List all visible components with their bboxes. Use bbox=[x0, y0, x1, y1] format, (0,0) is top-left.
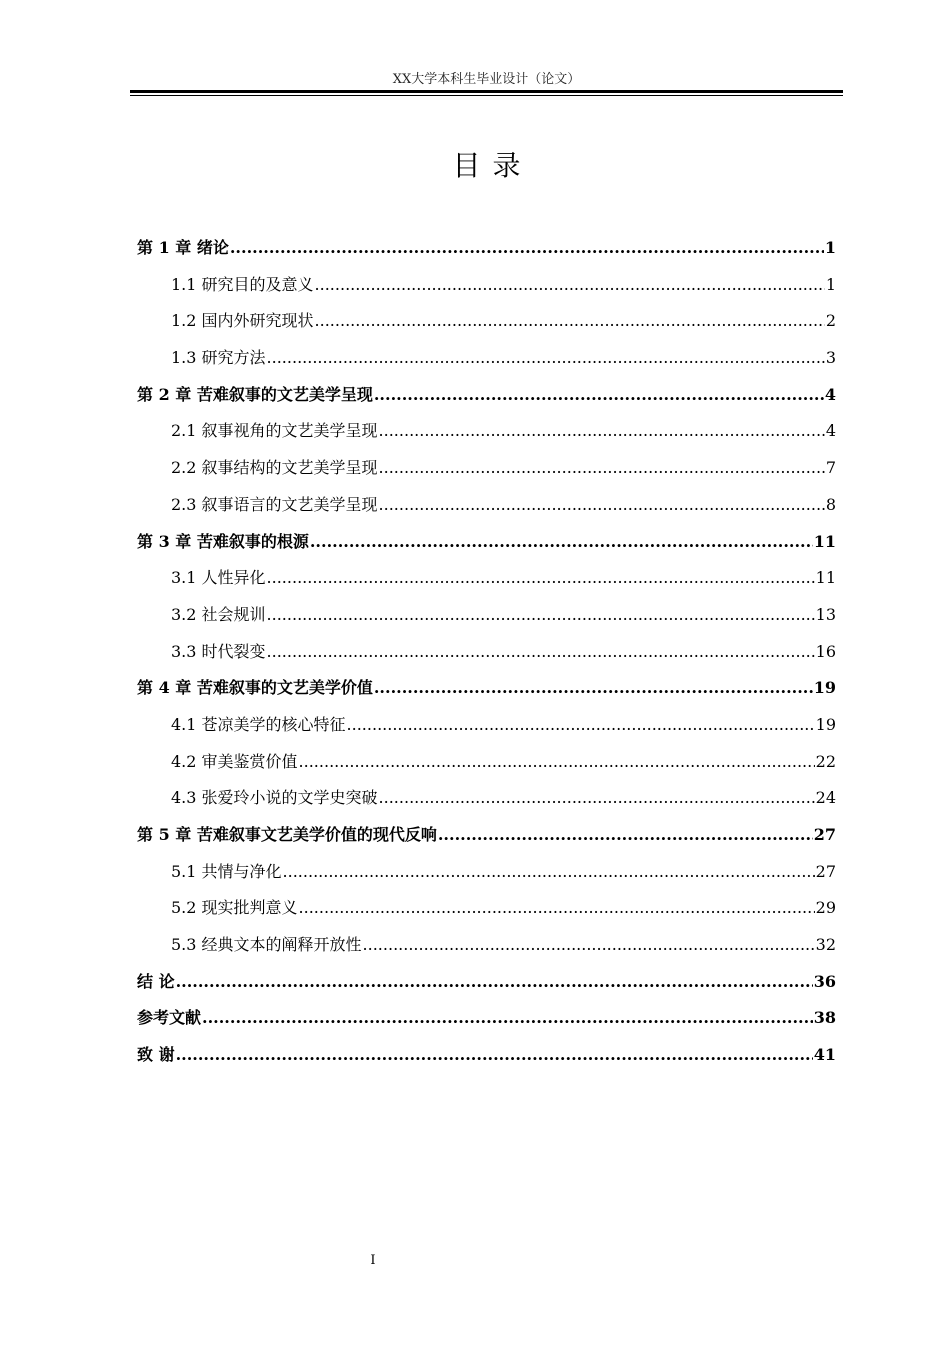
header-rule-thin bbox=[130, 95, 843, 96]
toc-chapter-entry[interactable] bbox=[137, 670, 836, 707]
toc-leader-dots bbox=[310, 524, 813, 561]
toc-entry-label: 第 4 章 苦难叙事的文艺美学价值 bbox=[137, 678, 373, 698]
toc-section-entry[interactable] bbox=[137, 413, 836, 450]
toc-entry-page: 19 bbox=[813, 678, 836, 698]
toc-entry-page: 41 bbox=[813, 1045, 836, 1065]
toc-section-entry[interactable] bbox=[137, 597, 836, 634]
toc-section-entry[interactable] bbox=[137, 340, 836, 377]
toc-entry-label: 1.2 国内外研究现状 bbox=[171, 311, 314, 331]
toc-chapter-entry[interactable] bbox=[137, 1000, 836, 1037]
table-of-contents bbox=[137, 230, 836, 1074]
toc-entry-page: 22 bbox=[815, 751, 836, 771]
toc-leader-dots bbox=[315, 303, 825, 340]
toc-leader-dots bbox=[379, 450, 825, 487]
toc-entry-label: 5.1 共情与净化 bbox=[171, 861, 282, 881]
toc-entry-label: 参考文献 bbox=[137, 1008, 202, 1028]
toc-entry-label: 第 2 章 苦难叙事的文艺美学呈现 bbox=[137, 384, 373, 404]
toc-entry-label: 结 论 bbox=[137, 971, 175, 991]
toc-entry-page: 13 bbox=[815, 604, 836, 624]
toc-entry-label: 2.3 叙事语言的文艺美学呈现 bbox=[171, 494, 378, 514]
toc-entry-label: 第 5 章 苦难叙事文艺美学价值的现代反响 bbox=[137, 825, 437, 844]
toc-entry-page: 27 bbox=[815, 861, 836, 881]
toc-leader-dots bbox=[438, 817, 813, 854]
page-number: I bbox=[370, 1253, 376, 1268]
toc-entry-page: 4 bbox=[825, 421, 836, 441]
toc-entry-page: 24 bbox=[815, 788, 836, 808]
toc-entry-label: 2.1 叙事视角的文艺美学呈现 bbox=[171, 421, 378, 441]
toc-entry-page: 29 bbox=[815, 898, 836, 918]
toc-leader-dots bbox=[299, 890, 815, 927]
toc-leader-dots bbox=[267, 597, 815, 634]
toc-chapter-entry[interactable] bbox=[137, 964, 836, 1001]
toc-leader-dots bbox=[267, 560, 815, 597]
page-title: 目录 bbox=[452, 149, 533, 182]
toc-chapter-entry[interactable] bbox=[137, 1037, 836, 1074]
toc-entry-page: 4 bbox=[824, 384, 836, 404]
toc-entry-page: 1 bbox=[825, 274, 836, 294]
toc-entry-label: 第 3 章 苦难叙事的根源 bbox=[137, 531, 309, 551]
toc-entry-label: 1.3 研究方法 bbox=[171, 348, 266, 368]
toc-entry-page: 38 bbox=[813, 1008, 836, 1028]
toc-entry-label: 3.3 时代裂变 bbox=[171, 641, 266, 661]
toc-chapter-entry[interactable] bbox=[137, 524, 836, 561]
toc-entry-label: 1.1 研究目的及意义 bbox=[171, 274, 314, 294]
toc-entry-page: 11 bbox=[815, 568, 836, 588]
header-rule-thick bbox=[130, 90, 843, 93]
toc-section-entry[interactable] bbox=[137, 450, 836, 487]
toc-entry-page: 36 bbox=[813, 971, 836, 991]
toc-section-entry[interactable] bbox=[137, 927, 836, 964]
toc-entry-label: 4.1 苍凉美学的核心特征 bbox=[171, 714, 346, 734]
toc-leader-dots bbox=[379, 780, 815, 817]
toc-entry-page: 32 bbox=[815, 935, 836, 955]
toc-section-entry[interactable] bbox=[137, 634, 836, 671]
toc-leader-dots bbox=[374, 377, 824, 414]
toc-entry-page: 19 bbox=[815, 714, 836, 734]
toc-chapter-entry[interactable] bbox=[137, 230, 836, 267]
toc-section-entry[interactable] bbox=[137, 744, 836, 781]
toc-section-entry[interactable] bbox=[137, 707, 836, 744]
toc-leader-dots bbox=[283, 854, 815, 891]
toc-section-entry[interactable] bbox=[137, 487, 836, 524]
toc-leader-dots bbox=[299, 744, 815, 781]
toc-leader-dots bbox=[230, 230, 824, 267]
toc-entry-page: 11 bbox=[813, 531, 836, 551]
toc-leader-dots bbox=[379, 487, 825, 524]
toc-section-entry[interactable] bbox=[137, 303, 836, 340]
toc-leader-dots bbox=[267, 634, 815, 671]
toc-entry-label: 3.2 社会规训 bbox=[171, 604, 266, 624]
toc-entry-label: 3.1 人性异化 bbox=[171, 568, 266, 588]
toc-entry-page: 27 bbox=[813, 825, 836, 844]
toc-section-entry[interactable] bbox=[137, 890, 836, 927]
toc-entry-page: 1 bbox=[824, 238, 836, 257]
toc-leader-dots bbox=[202, 1000, 813, 1037]
toc-leader-dots bbox=[363, 927, 815, 964]
toc-leader-dots bbox=[267, 340, 825, 377]
toc-entry-label: 2.2 叙事结构的文艺美学呈现 bbox=[171, 458, 378, 478]
toc-section-entry[interactable] bbox=[137, 560, 836, 597]
toc-entry-page: 16 bbox=[815, 641, 836, 661]
toc-section-entry[interactable] bbox=[137, 854, 836, 891]
toc-entry-label: 4.2 审美鉴赏价值 bbox=[171, 751, 298, 771]
toc-entry-label: 5.2 现实批判意义 bbox=[171, 898, 298, 918]
toc-leader-dots bbox=[379, 413, 825, 450]
toc-leader-dots bbox=[176, 964, 813, 1001]
toc-chapter-entry[interactable] bbox=[137, 377, 836, 414]
toc-section-entry[interactable] bbox=[137, 267, 836, 304]
toc-entry-label: 4.3 张爱玲小说的文学史突破 bbox=[171, 788, 378, 808]
toc-entry-label: 致 谢 bbox=[137, 1045, 175, 1065]
toc-entry-page: 2 bbox=[825, 311, 836, 331]
toc-entry-page: 8 bbox=[825, 494, 836, 514]
running-header: XX大学本科生毕业设计（论文） bbox=[392, 72, 581, 87]
toc-chapter-entry[interactable] bbox=[137, 817, 836, 854]
toc-leader-dots bbox=[315, 267, 825, 304]
toc-leader-dots bbox=[176, 1037, 813, 1074]
toc-leader-dots bbox=[374, 670, 813, 707]
toc-section-entry[interactable] bbox=[137, 780, 836, 817]
toc-entry-label: 5.3 经典文本的阐释开放性 bbox=[171, 935, 362, 955]
toc-leader-dots bbox=[347, 707, 815, 744]
toc-entry-page: 7 bbox=[825, 458, 836, 478]
toc-entry-page: 3 bbox=[825, 348, 836, 368]
toc-entry-label: 第 1 章 绪论 bbox=[137, 238, 229, 257]
